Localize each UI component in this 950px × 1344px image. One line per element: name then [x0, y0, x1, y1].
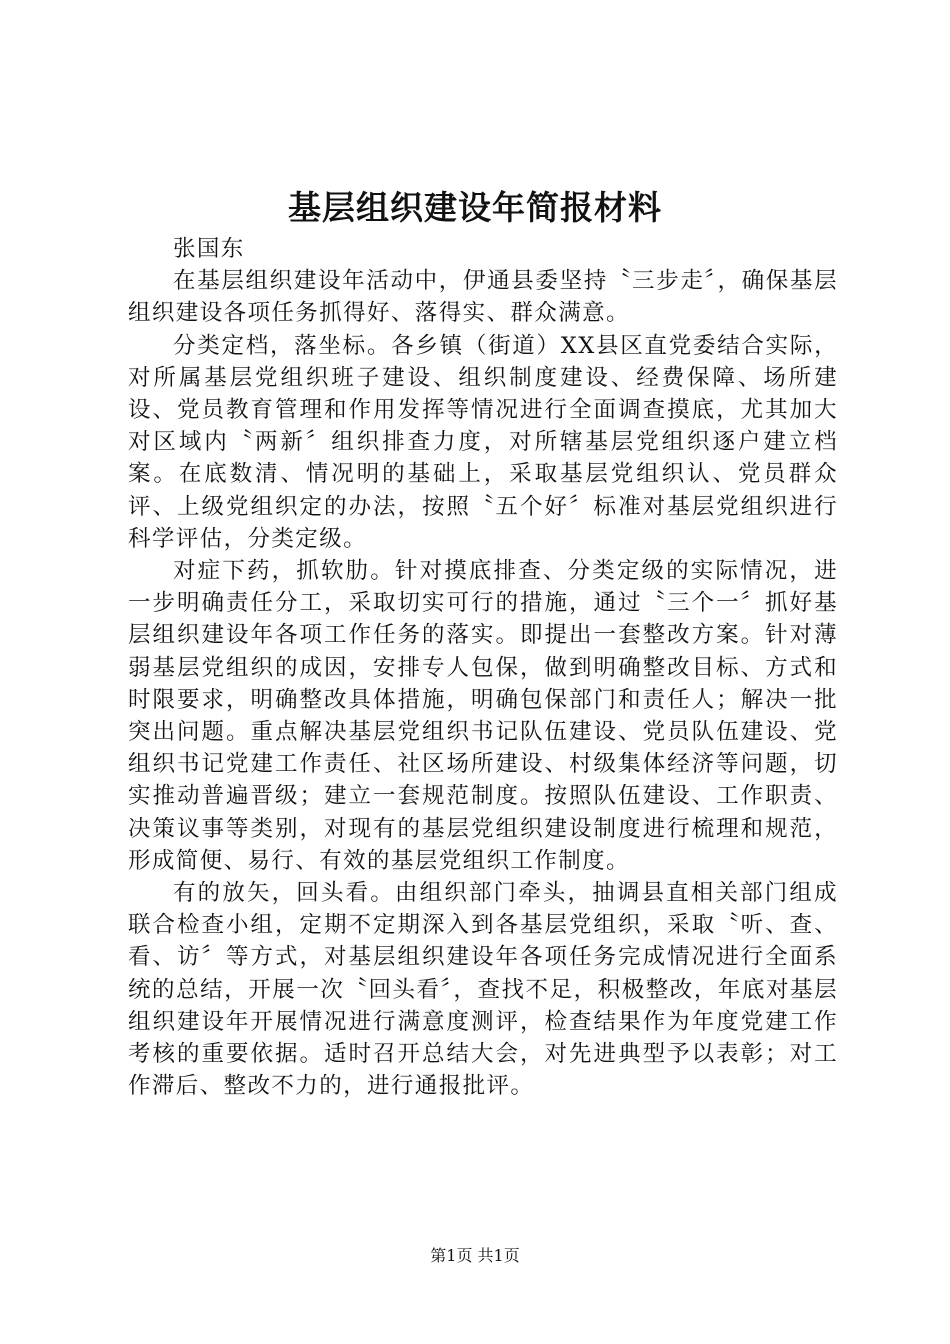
document-title: 基层组织建设年简报材料 — [288, 188, 662, 227]
page-footer: 第1页 共1页 — [430, 1246, 520, 1265]
paragraph-classification: 分类定档，落坐标。各乡镇（街道）XX县区直党委结合实际，对所属基层党组织班子建设、组织制度建设、经费保障、场所建设、党员教育管理和作用发挥等情况进行全面调查摸底，尤其加大对区域内〝两新〞组织排查力度，对所辖基层党组织逐户建立档案。在底数清、情况明的基础上，采取基层党组织认、党员群众评、上级党组织定的办法，按照〝五个好〞标准对基层党组织进行科学评估，分类定级。 — [128, 332, 838, 552]
paragraph-review: 有的放矢，回头看。由组织部门牵头，抽调县直相关部门组成联合检查小组，定期不定期深入到各基层党组织，采取〝听、查、看、访〞等方式，对基层组织建设年各项任务完成情况进行全面系统的总结，开展一次〝回头看〞，查找不足，积极整改，年底对基层组织建设年开展情况进行满意度测评，检查结果作为年度党建工作考核的重要依据。适时召开总结大会，对先进典型予以表彰；对工作滞后、整改不力的，进行通报批评。 — [128, 880, 838, 1100]
paragraph-remedy: 对症下药，抓软肋。针对摸底排查、分类定级的实际情况，进一步明确责任分工，采取切实可行的措施，通过〝三个一〞抓好基层组织建设年各项工作任务的落实。即提出一套整改方案。针对薄弱基层党组织的成因，安排专人包保，做到明确整改目标、方式和时限要求，明确整改具体措施，明确包保部门和责任人；解决一批突出问题。重点解决基层党组织书记队伍建设、党员队伍建设、党组织书记党建工作责任、社区场所建设、村级集体经济等问题，切实推动普遍晋级；建立一套规范制度。按照队伍建设、工作职责、决策议事等类别，对现有的基层党组织建设制度进行梳理和规范，形成简便、易行、有效的基层党组织工作制度。 — [128, 558, 838, 874]
paragraph-intro: 在基层组织建设年活动中，伊通县委坚持〝三步走〞，确保基层组织建设各项任务抓得好、落得实、群众满意。 — [128, 268, 838, 327]
document-body — [128, 233, 838, 1102]
author-line: 张国东 — [173, 236, 245, 262]
